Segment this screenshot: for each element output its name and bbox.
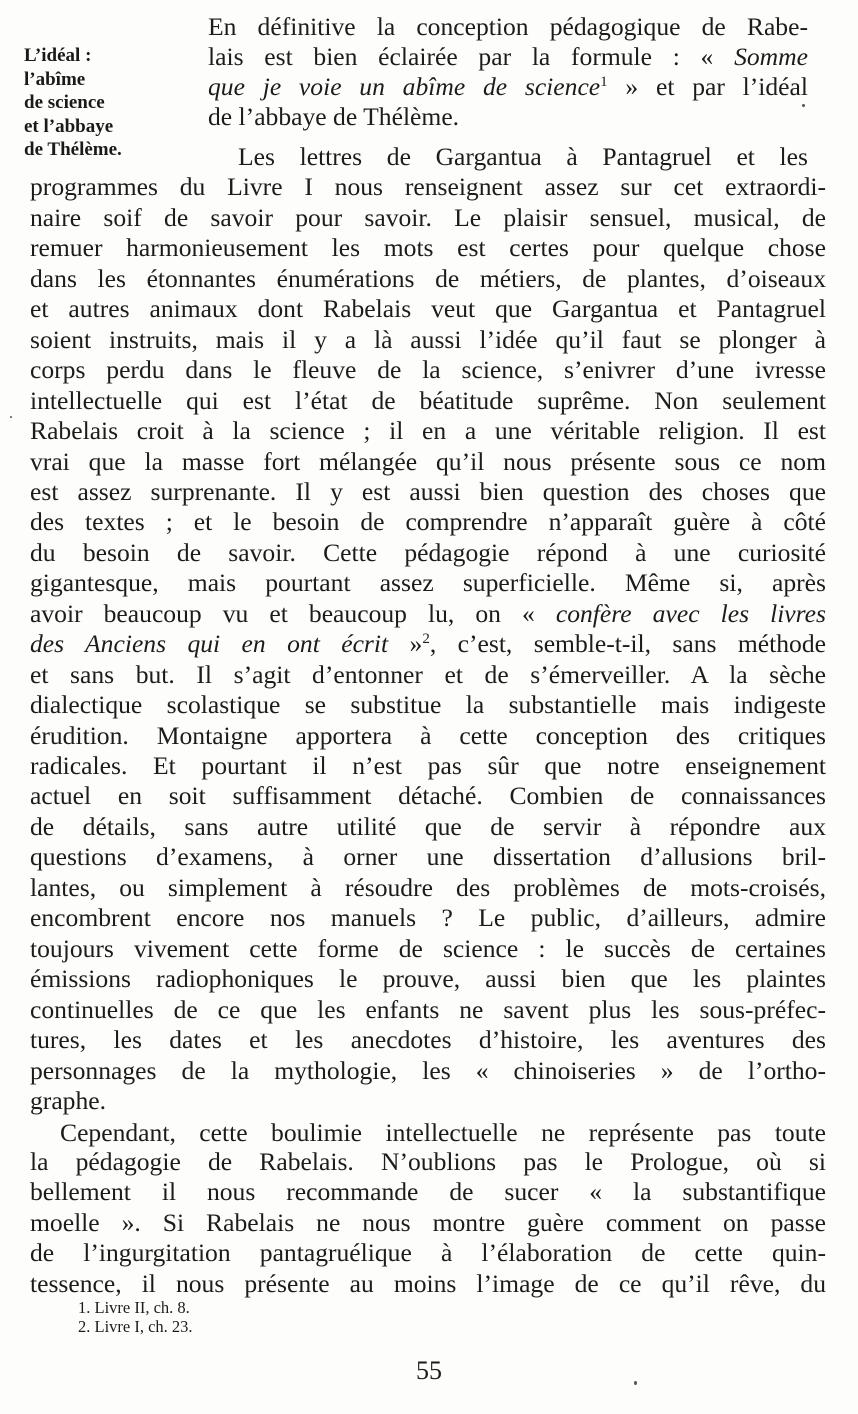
text-run: bellement il nous recommande de sucer « la substantifique — [30, 1177, 826, 1207]
footnote: 1. Livre II, ch. 8. — [78, 1298, 190, 1317]
text-run: lantes, ou simplement à résoudre des problèmes de mots-croisés, — [30, 872, 826, 902]
text-run: , c’est, semble-t-il, sans méthode — [429, 629, 826, 659]
text-run: soient instruits, mais il y a là aussi l’idée qu’il faut se plonger à — [30, 324, 826, 354]
text-line — [30, 1269, 826, 1299]
text-run: de détails, sans autre utilité que de servir à répondre aux — [30, 811, 826, 841]
text-run: tessence, il nous présente au moins l’image de ce qu’il rêve, du — [30, 1268, 826, 1298]
text-line — [30, 355, 826, 385]
scan-speck — [634, 1381, 637, 1385]
italic-quote: que je voie un abîme de science — [208, 72, 601, 101]
text-run: vrai que la masse fort mélangée qu’il nous présente sous ce nom — [30, 446, 826, 476]
footnote: 2. Livre I, ch. 23. — [78, 1317, 193, 1336]
text-line — [30, 995, 826, 1025]
text-line — [30, 325, 826, 355]
text-line — [30, 842, 826, 872]
text-line — [30, 1177, 826, 1207]
text-line — [30, 1147, 826, 1177]
text-run: tures, les dates et les anecdotes d’histoire, les aventures des — [30, 1025, 826, 1055]
text-run: Cependant, cette boulimie intellectuelle ne représente pas toute — [60, 1118, 826, 1148]
page-number: 55 — [416, 1356, 442, 1385]
text-line — [30, 812, 826, 842]
text-run: du besoin de savoir. Cette pédagogie répond à une curiosité — [30, 537, 826, 567]
text-run: En définitive la conception pédagogique de Rabe- — [208, 12, 808, 41]
text-line — [30, 1056, 826, 1086]
text-run: et sans but. Il s’agit d’entonner et de s’émerveiller. A la sèche — [30, 659, 826, 689]
text-line — [30, 903, 826, 933]
text-run: moelle ». Si Rabelais ne nous montre guère comment on passe — [30, 1207, 826, 1237]
text-run: Les lettres de Gargantua à Pantagruel et les — [238, 142, 808, 171]
text-line — [30, 781, 826, 811]
text-run: toujours vivement cette forme de science : le succès de certaines — [30, 933, 826, 963]
text-run: et autres animaux dont Rabelais veut que Gargantua et Pantagruel — [30, 294, 826, 324]
text-line — [30, 538, 826, 568]
text-run: dans les étonnantes énumérations de métiers, de plantes, d’oiseaux — [30, 263, 826, 293]
text-line — [30, 721, 826, 751]
text-run: corps perdu dans le fleuve de la science, s’enivrer d’une ivresse — [30, 355, 826, 385]
text-run: questions d’examens, à orner une dissertation d’allusions bril- — [30, 842, 826, 872]
text-run: érudition. Montaigne apportera à cette conception des critiques — [30, 720, 826, 750]
italic-quote: confère avec les livres — [555, 598, 826, 628]
text-line — [30, 416, 826, 446]
text-line — [30, 1238, 826, 1268]
footnote-ref: 1 — [600, 74, 608, 90]
text-run: la pédagogie de Rabelais. N’oublions pas le Prologue, où si — [30, 1146, 826, 1176]
text-line — [238, 142, 808, 172]
text-run: de l’abbaye de Thélème. — [208, 102, 460, 131]
text-run: radicales. Et pourtant il n’est pas sûr que notre enseignement — [30, 751, 826, 780]
margin-note — [24, 44, 174, 162]
text-line — [30, 507, 826, 537]
text-line — [30, 1118, 826, 1148]
text-line — [30, 294, 826, 324]
margin-note-line: L’idéal : — [24, 45, 92, 66]
text-line — [30, 203, 826, 233]
footnotes — [78, 1298, 193, 1336]
text-run: encombrent encore nos manuels ? Le public, d’ailleurs, admire — [30, 903, 826, 933]
text-run: graphe. — [30, 1085, 107, 1115]
text-line — [208, 72, 808, 102]
text-run: personnages de la mythologie, les « chinoiseries » de l’ortho- — [30, 1055, 826, 1085]
text-line — [208, 102, 808, 132]
text-run: intellectuelle qui est l’état de béatitude suprême. Non seulement — [30, 385, 826, 415]
text-line — [208, 12, 808, 42]
text-line — [30, 690, 826, 720]
text-run: naire soif de savoir pour savoir. Le plaisir sensuel, musical, de — [30, 202, 826, 232]
text-line — [30, 599, 826, 629]
text-line — [30, 873, 826, 903]
text-line — [30, 751, 826, 781]
margin-note-line: de Thélème. — [24, 139, 122, 160]
text-line — [30, 964, 826, 994]
text-run: avoir beaucoup vu et beaucoup lu, on « — [30, 598, 556, 628]
text-line — [30, 447, 826, 477]
margin-note-line: et l’abbaye — [24, 115, 114, 137]
text-line — [30, 233, 826, 263]
text-line — [30, 934, 826, 964]
italic-quote: des Anciens qui en ont écrit — [30, 629, 389, 659]
text-run: est assez surprenante. Il y est aussi bien question des choses que — [30, 476, 826, 506]
footnote-ref: 2 — [422, 631, 430, 648]
text-run: » et par l’idéal — [607, 72, 808, 101]
margin-note-line: de science — [24, 92, 105, 113]
text-run: Rabelais croit à la science ; il en a une véritable religion. Il est — [30, 416, 826, 446]
text-run: actuel en soit suffisamment détaché. Combien de connaissances — [30, 781, 826, 811]
text-run: programmes du Livre I nous renseignent assez sur cet extraordi- — [30, 172, 826, 202]
text-line — [30, 172, 826, 202]
text-run: dialectique scolastique se substitue la substantielle mais indigeste — [30, 690, 826, 720]
text-line — [208, 42, 808, 72]
text-line — [30, 660, 826, 690]
text-line — [30, 264, 826, 294]
text-run: continuelles de ce que les enfants ne savent plus les sous-préfec- — [30, 994, 826, 1024]
scan-speck — [10, 416, 12, 418]
text-run: de l’ingurgitation pantagruélique à l’élaboration de cette quin- — [30, 1238, 826, 1268]
text-run: gigantesque, mais pourtant assez superficielle. Même si, après — [30, 568, 826, 598]
text-line — [30, 477, 826, 507]
text-line — [30, 629, 826, 659]
text-line — [30, 568, 826, 598]
margin-note-line: l’abîme — [24, 68, 86, 90]
text-run: des textes ; et le besoin de comprendre n’apparaît guère à côté — [30, 507, 826, 537]
italic-quote: Somme — [734, 42, 808, 71]
text-line — [30, 1025, 826, 1055]
scan-speck — [802, 104, 805, 107]
text-line — [30, 1208, 826, 1238]
text-run: remuer harmonieusement les mots est certes pour quelque chose — [30, 233, 826, 263]
text-line — [30, 386, 826, 416]
text-run: » — [388, 629, 423, 659]
text-line — [30, 1086, 826, 1116]
text-run: lais est bien éclairée par la formule : « — [208, 42, 735, 71]
text-run: émissions radiophoniques le prouve, aussi bien que les plaintes — [30, 964, 826, 994]
